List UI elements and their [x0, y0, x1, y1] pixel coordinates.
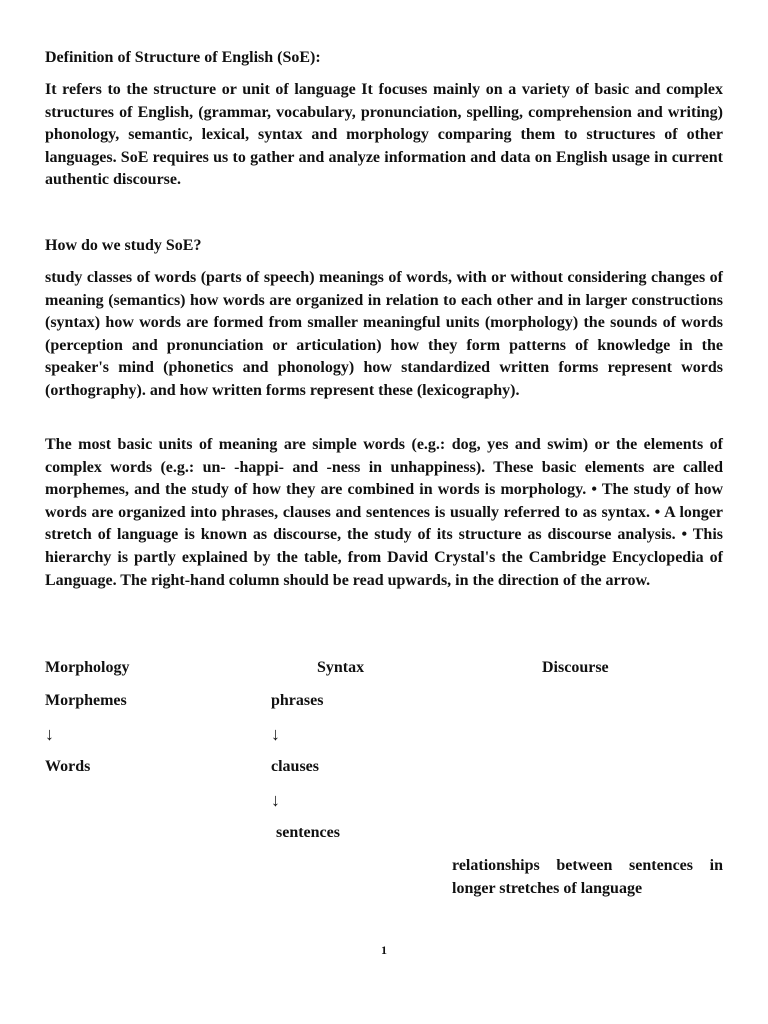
column-header-syntax: Syntax	[317, 659, 365, 676]
morphology-item-morphemes: Morphemes	[45, 692, 127, 709]
column-header-morphology: Morphology	[45, 659, 130, 676]
paragraph-basic-units: The most basic units of meaning are simple words (e.g.: dog, yes and swim) or the elements of complex words (e.g.: un- -happi- and -ness in unhappiness). These basic elements are called morphemes, and the study of how they are combined in words is morphology. • The study of how words are organized into phrases, clauses and sentences is usually referred to as syntax. • A longer stretch of language is known as discourse, the study of its structure as discourse analysis. • This hierarchy is partly explained by the table, from David Crystal's the Cambridge Encyclopedia of Language. The right-hand column should be read upwards, in the direction of the arrow.	[45, 436, 723, 589]
page-number: 1	[381, 943, 387, 957]
paragraph-definition: It refers to the structure or unit of language It focuses mainly on a variety of basic and complex structures of English, (grammar, vocabulary, pronunciation, spelling, comprehension and writing) phonology, semantic, lexical, syntax and morphology comparing them to structures of other languages. SoE requires us to gather and analyze information and data on English usage in current authentic discourse.	[45, 81, 723, 189]
down-arrow-icon: ↓	[271, 790, 280, 810]
heading-how-study: How do we study SoE?	[45, 237, 202, 254]
paragraph-how-study: study classes of words (parts of speech) meanings of words, with or without considering changes of meaning (semantics) how words are organized in relation to each other and in larger constructions (syntax) how words are formed from smaller meaningful units (morphology) the sounds of words (perception and pronunciation or articulation) how they form patterns of knowledge in the speaker's mind (phonetics and phonology) how standardized written forms represent words (orthography). and how written forms represent these (lexicography).	[45, 269, 723, 399]
column-header-discourse: Discourse	[542, 659, 609, 676]
down-arrow-icon: ↓	[45, 724, 54, 744]
heading-definition: Definition of Structure of English (SoE):	[45, 49, 321, 66]
syntax-item-phrases: phrases	[271, 692, 324, 709]
down-arrow-icon: ↓	[271, 724, 280, 744]
discourse-item-relationships: relationships between sentences in longer stretches of language	[452, 857, 723, 897]
syntax-item-clauses: clauses	[271, 758, 319, 775]
syntax-item-sentences: sentences	[276, 824, 340, 841]
morphology-item-words: Words	[45, 758, 91, 775]
